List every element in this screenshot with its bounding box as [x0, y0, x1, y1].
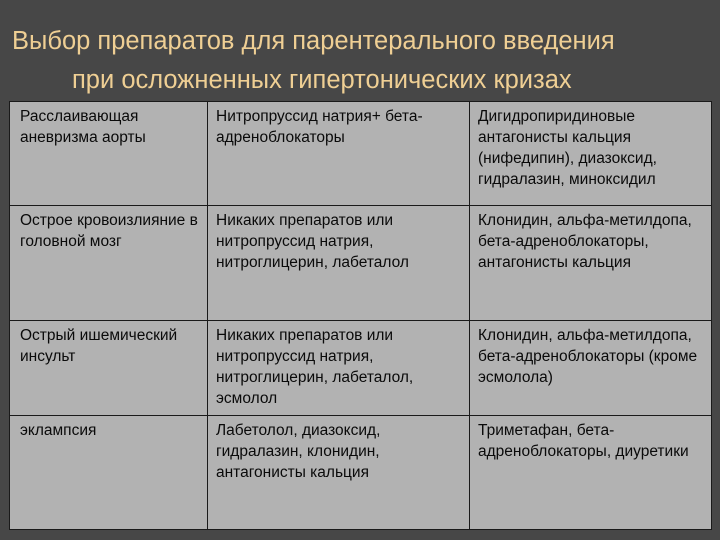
table-row: [10, 102, 712, 206]
avoid-drugs-cell: Клонидин, альфа-метилдопа, бета-адреноблокаторы (кроме эсмолола): [470, 321, 712, 416]
preferred-drugs-cell: Нитропруссид натрия+ бета-адреноблокаторы: [208, 102, 470, 206]
condition-cell: Острое кровоизлияние в головной мозг: [10, 206, 208, 321]
condition-cell: Острый ишемический инсульт: [10, 321, 208, 416]
avoid-drugs-cell: Триметафан, бета-адреноблокаторы, диуретики: [470, 416, 712, 530]
slide-title-line1: Выбор препаратов для парентерального введения: [12, 27, 615, 55]
slide-title-line2: при осложненных гипертонических кризах: [72, 66, 572, 94]
table-row: [10, 206, 712, 321]
avoid-drugs-cell: Дигидропиридиновые антагонисты кальция (нифедипин), диазоксид, гидралазин, миноксидил: [470, 102, 712, 206]
condition-cell: эклампсия: [10, 416, 208, 530]
preferred-drugs-cell: Лабетолол, диазоксид, гидралазин, клонидин, антагонисты кальция: [208, 416, 470, 530]
condition-cell: Расслаивающая аневризма аорты: [10, 102, 208, 206]
drug-selection-table: [9, 101, 712, 530]
table-row: [10, 416, 712, 530]
avoid-drugs-cell: Клонидин, альфа-метилдопа, бета-адреноблокаторы, антагонисты кальция: [470, 206, 712, 321]
preferred-drugs-cell: Никаких препаратов или нитропруссид натрия, нитроглицерин, лабеталол: [208, 206, 470, 321]
preferred-drugs-cell: Никаких препаратов или нитропруссид натрия, нитроглицерин, лабеталол, эсмолол: [208, 321, 470, 416]
slide-title: [0, 22, 720, 100]
table-row: [10, 321, 712, 416]
